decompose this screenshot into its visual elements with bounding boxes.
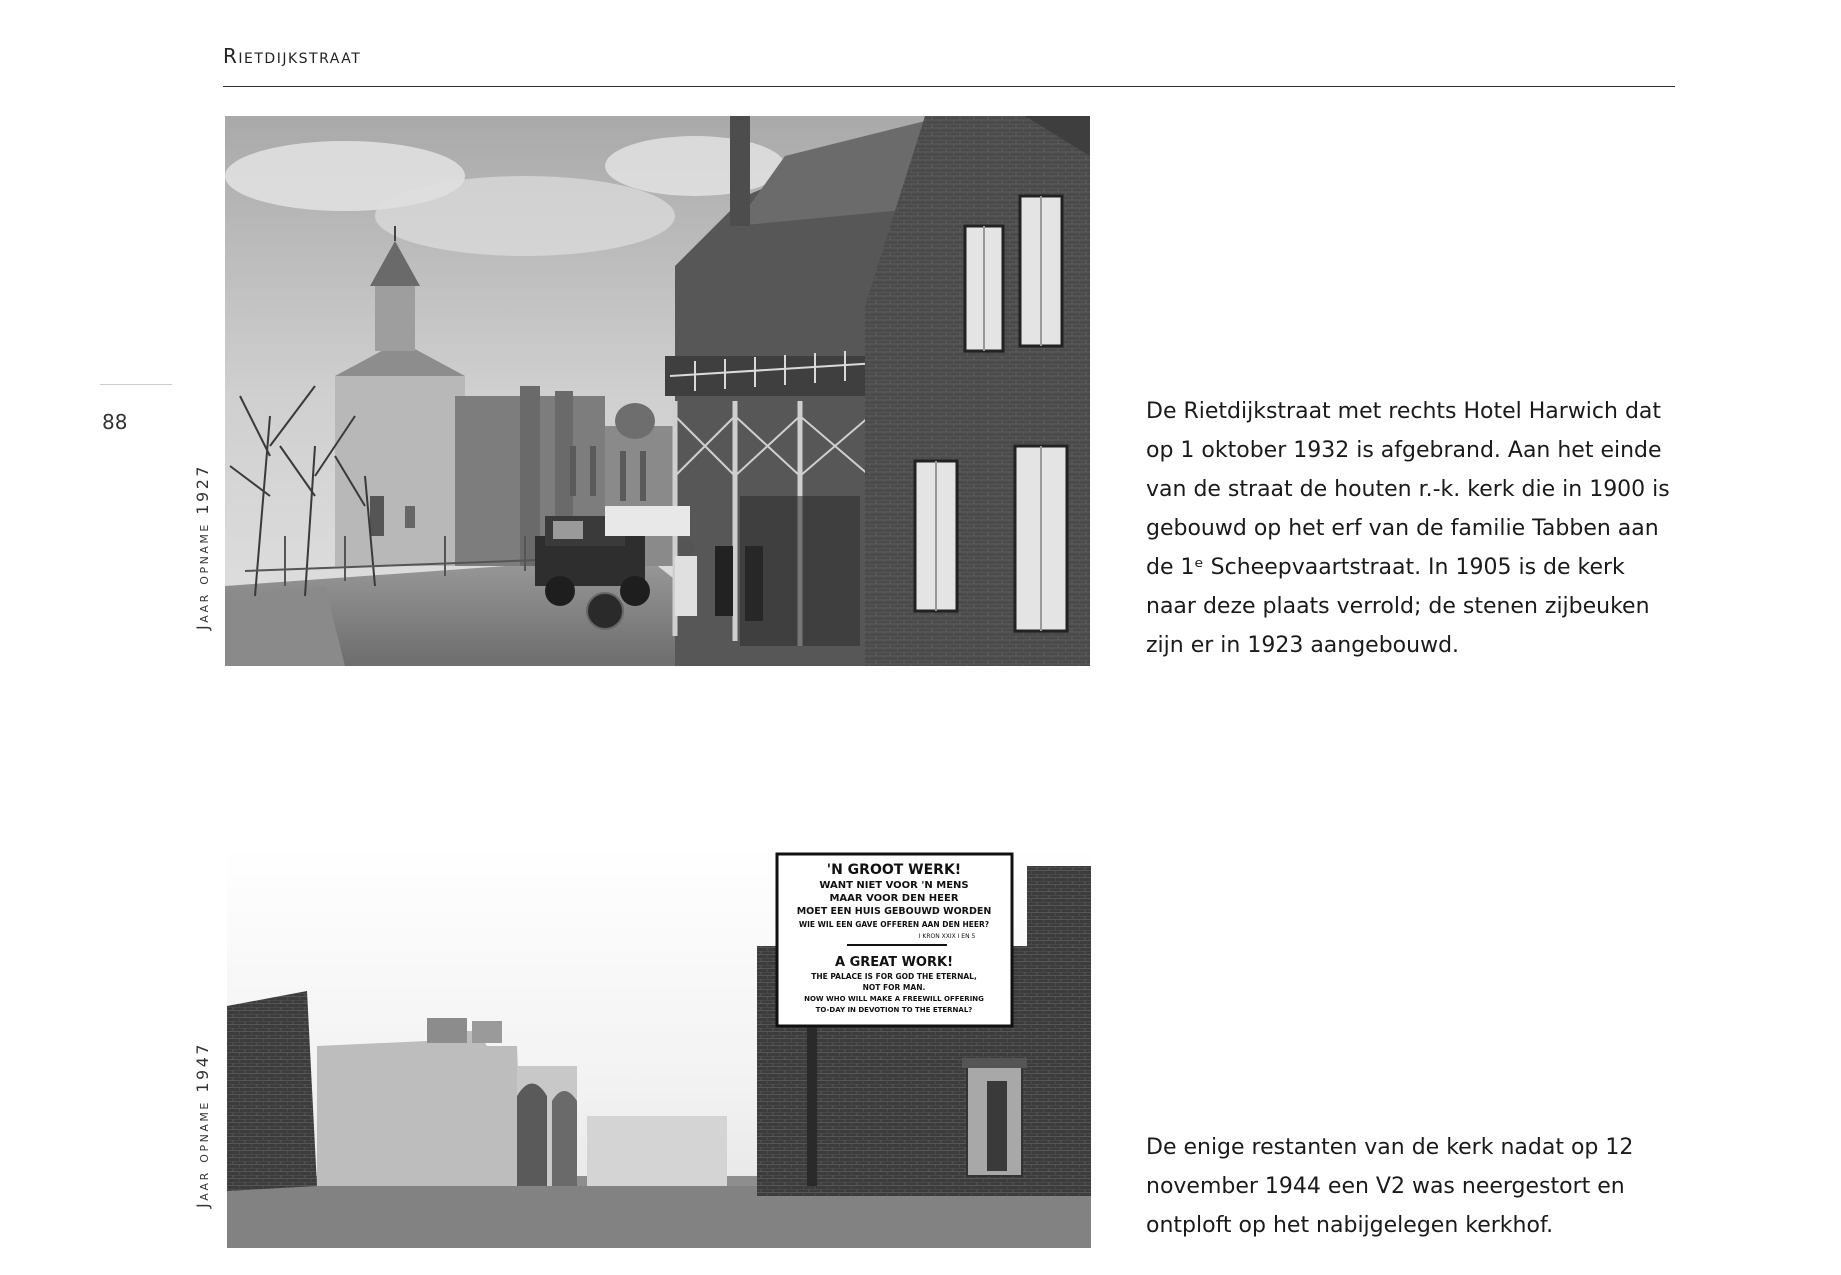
sign-dutch-line: WANT NIET VOOR 'N MENS	[819, 880, 969, 891]
caption-line: gebouwd op het erf van de familie Tabben aan	[1146, 516, 1659, 541]
photo-year-label-1947: Jaar opname 1947	[193, 1041, 212, 1208]
sign-dutch-line: I KRON XXIX I EN 5	[918, 933, 976, 940]
sign-english-line: NOT FOR MAN.	[862, 983, 926, 992]
sign-dutch-line: MAAR VOOR DEN HEER	[829, 893, 959, 904]
photo-1947-church-ruins	[227, 846, 1091, 1248]
caption-line: op 1 oktober 1932 is afgebrand. Aan het einde	[1146, 438, 1662, 463]
sign-english-title: A GREAT WORK!	[835, 955, 953, 970]
photo-1927-street-with-hotel	[225, 116, 1090, 666]
caption-line: de 1ᵉ Scheepvaartstraat. In 1905 is de kerk	[1146, 555, 1625, 580]
photo-year-label-1927: Jaar opname 1927	[193, 463, 212, 630]
caption-line: zijn er in 1923 aangebouwd.	[1146, 633, 1460, 658]
page-number: 88	[102, 410, 128, 434]
running-header-title: Rietdijkstraat	[223, 44, 362, 68]
sign-english-line: TO-DAY IN DEVOTION TO THE ETERNAL?	[815, 1006, 973, 1014]
caption-line: naar deze plaats verrold; de stenen zijbeuken	[1146, 594, 1650, 619]
caption-line: ontploft op het nabijgelegen kerkhof.	[1146, 1213, 1554, 1238]
caption-1947	[1146, 1128, 1746, 1245]
margin-rule	[100, 384, 172, 385]
caption-line: De enige restanten van de kerk nadat op 12	[1146, 1135, 1634, 1160]
header-rule	[223, 86, 1675, 87]
sign-dutch-line: WIE WIL EEN GAVE OFFEREN AAN DEN HEER?	[798, 920, 990, 929]
sign-english-line: NOW WHO WILL MAKE A FREEWILL OFFERING	[804, 995, 984, 1003]
sign-dutch-line: MOET EEN HUIS GEBOUWD WORDEN	[796, 906, 992, 917]
sign-english-line: THE PALACE IS FOR GOD THE ETERNAL,	[811, 972, 977, 981]
caption-line: november 1944 een V2 was neergestort en	[1146, 1174, 1625, 1199]
caption-1927	[1146, 392, 1746, 665]
sign-dutch-title: 'N GROOT WERK!	[826, 862, 962, 878]
caption-line: van de straat de houten r.-k. kerk die in 1900 is	[1146, 477, 1670, 502]
caption-line: De Rietdijkstraat met rechts Hotel Harwich dat	[1146, 399, 1662, 424]
